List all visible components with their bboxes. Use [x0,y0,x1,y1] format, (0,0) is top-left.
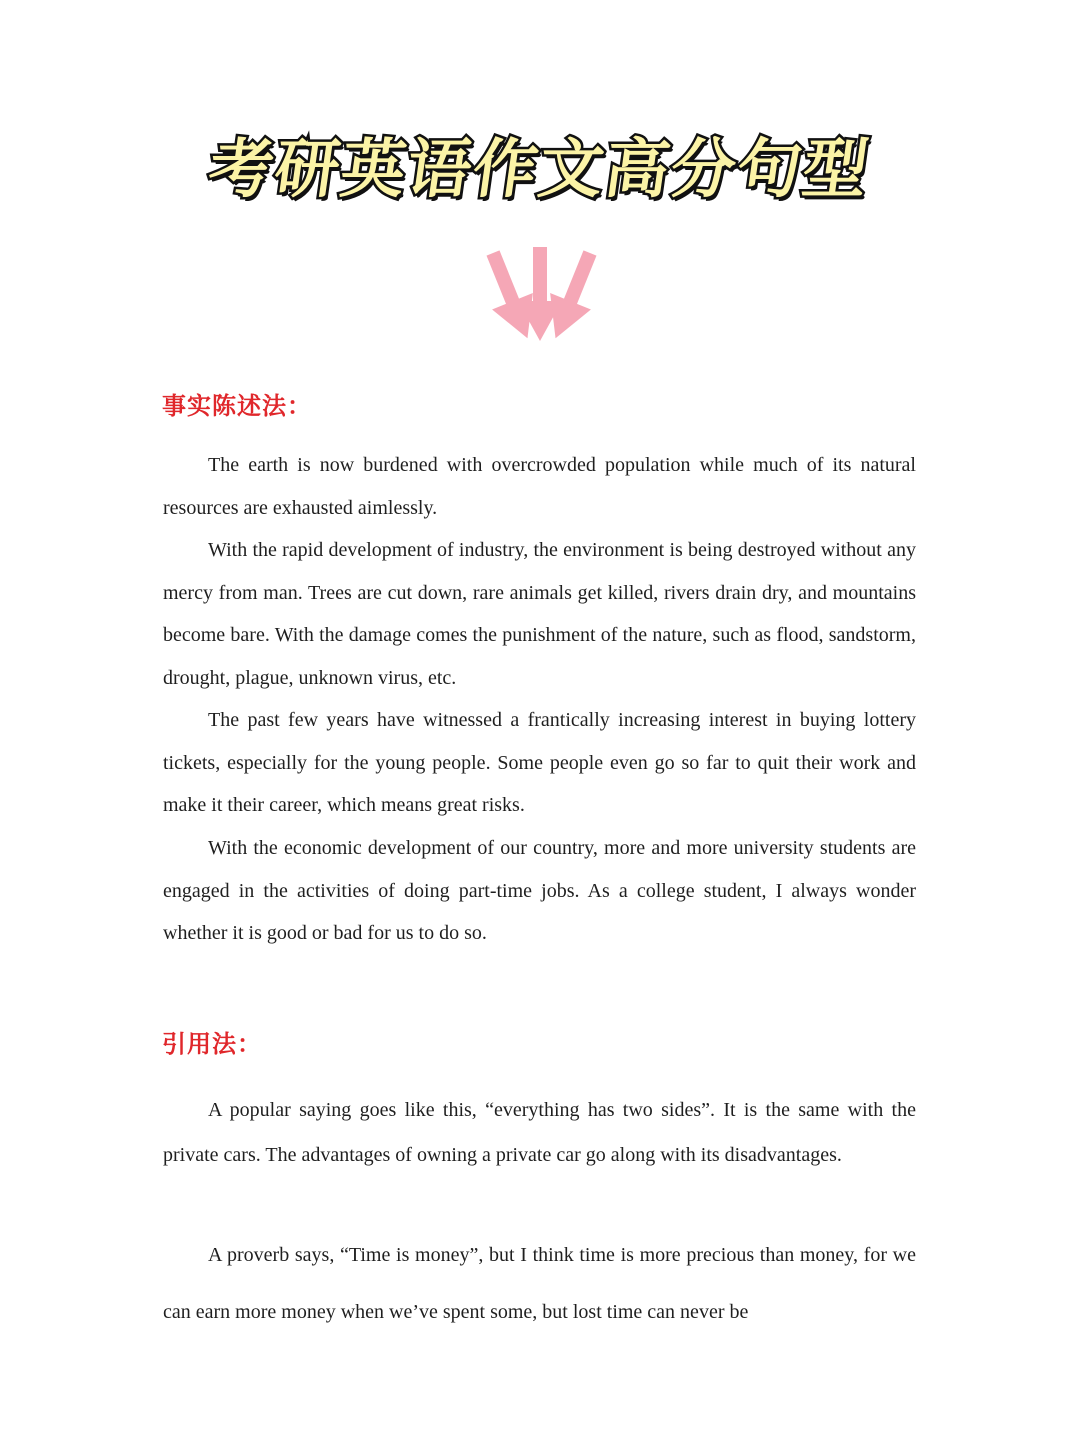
paragraph: A popular saying goes like this, “everything has two sides”. It is the same with the private cars. The advantages of owning a private car go along with its disadvantages. [163,1099,916,1166]
paragraph: The past few years have witnessed a frantically increasing interest in buying lottery tickets, especially for the young people. Some people even go so far to quit their work and make it their career, which means great risks. [163,709,916,817]
page-title: 考研英语作文高分句型 [203,133,875,207]
down-arrows-icon [455,245,625,355]
paragraph: A proverb says, “Time is money”, but I think time is more precious than money, for we can earn more money when we’ve spent some, but lost time can never be [163,1244,916,1323]
section-heading-fact-statement: 事实陈述法： [162,392,312,420]
paragraph: The earth is now burdened with overcrowded population while much of its natural resources are exhausted aimlessly. [163,454,916,519]
paragraph: With the economic development of our country, more and more university students are engaged in the activities of doing part-time jobs. As a college student, I always wonder whether it is good or bad for us to do so. [163,837,916,945]
paragraph: With the rapid development of industry, the environment is being destroyed without any mercy from man. Trees are cut down, rare animals get killed, rivers drain dry, and mountains become bare. With the damage comes the punishment of the nature, such as flood, sandstorm, drought, plague, unknown virus, etc. [163,539,916,689]
section-heading-quotation: 引用法： [162,1030,262,1058]
